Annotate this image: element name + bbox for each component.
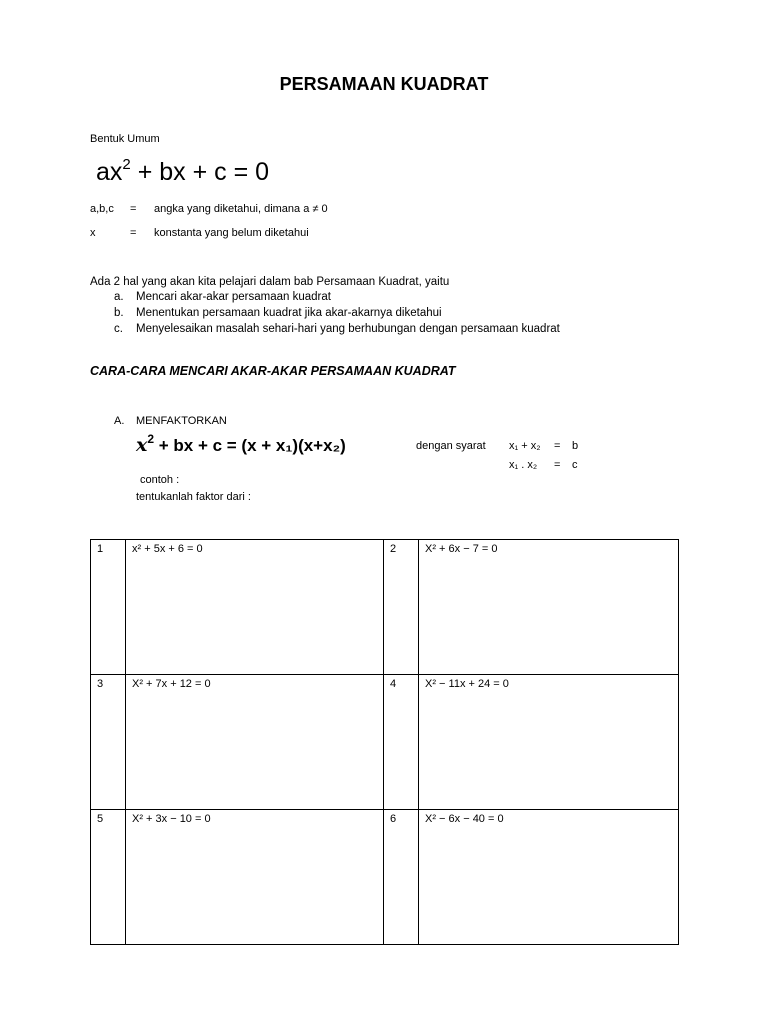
exercise-equation: x² + 5x + 6 = 0 bbox=[126, 540, 384, 675]
condition-label: dengan syarat bbox=[416, 440, 486, 452]
topic-marker: a. bbox=[114, 291, 124, 303]
method-title: MENFAKTORKAN bbox=[136, 415, 227, 427]
condition2-lhs: x₁ . x₂ bbox=[509, 459, 538, 471]
general-form-eq-pre: ax bbox=[96, 158, 123, 186]
exercise-number: 4 bbox=[384, 675, 419, 810]
example-label: contoh : bbox=[140, 474, 180, 486]
factoring-eq-rest: + bx + c = (x + x₁)(x+x₂) bbox=[154, 436, 346, 455]
condition1-rhs: b bbox=[572, 440, 579, 452]
topic-marker: c. bbox=[114, 323, 123, 335]
exercise-equation: X² + 6x − 7 = 0 bbox=[419, 540, 679, 675]
condition2-rhs: c bbox=[572, 459, 578, 471]
exercise-equation: X² − 11x + 24 = 0 bbox=[419, 675, 679, 810]
topic-text: Menyelesaikan masalah sehari-hari yang berhubungan dengan persamaan kuadrat bbox=[136, 323, 560, 335]
page-title: PERSAMAAN KUADRAT bbox=[279, 74, 489, 94]
exercise-table bbox=[90, 539, 679, 945]
definition-desc: konstanta yang belum diketahui bbox=[154, 227, 309, 239]
definition-desc: angka yang diketahui, dimana a ≠ 0 bbox=[154, 203, 328, 215]
condition1-eq: = bbox=[554, 440, 561, 452]
factoring-equation bbox=[136, 432, 346, 456]
topic-text: Mencari akar-akar persamaan kuadrat bbox=[136, 291, 331, 303]
condition1-lhs: x₁ + x₂ bbox=[509, 440, 541, 452]
exercise-equation: X² + 3x − 10 = 0 bbox=[126, 810, 384, 945]
general-form-label: Bentuk Umum bbox=[90, 133, 160, 145]
exercise-number: 3 bbox=[91, 675, 126, 810]
table-row bbox=[91, 675, 679, 810]
exercise-number: 2 bbox=[384, 540, 419, 675]
definition-term: a,b,c bbox=[90, 203, 114, 215]
definition-sep: = bbox=[130, 203, 137, 215]
exercise-equation: X² − 6x − 40 = 0 bbox=[419, 810, 679, 945]
general-form-eq-post: + bx + c = 0 bbox=[130, 158, 270, 186]
definition-term: x bbox=[90, 227, 96, 239]
exercise-number: 5 bbox=[91, 810, 126, 945]
condition2-eq: = bbox=[554, 459, 561, 471]
table-row bbox=[91, 540, 679, 675]
factoring-eq-sup: 2 bbox=[147, 432, 155, 446]
general-form-eq-sup: 2 bbox=[122, 156, 131, 173]
intro-text: Ada 2 hal yang akan kita pelajari dalam bab Persamaan Kuadrat, yaitu bbox=[90, 276, 450, 288]
exercise-equation: X² + 7x + 12 = 0 bbox=[126, 675, 384, 810]
section-heading: CARA-CARA MENCARI AKAR-AKAR PERSAMAAN KUADRAT bbox=[90, 364, 456, 378]
table-row bbox=[91, 810, 679, 945]
topic-marker: b. bbox=[114, 307, 124, 319]
instruction-text: tentukanlah faktor dari : bbox=[136, 491, 251, 503]
definition-sep: = bbox=[130, 227, 137, 239]
exercise-number: 6 bbox=[384, 810, 419, 945]
factoring-eq-x: x bbox=[136, 434, 148, 456]
general-form-equation bbox=[96, 156, 269, 187]
exercise-number: 1 bbox=[91, 540, 126, 675]
topic-text: Menentukan persamaan kuadrat jika akar-akarnya diketahui bbox=[136, 307, 442, 319]
method-marker: A. bbox=[114, 415, 125, 427]
